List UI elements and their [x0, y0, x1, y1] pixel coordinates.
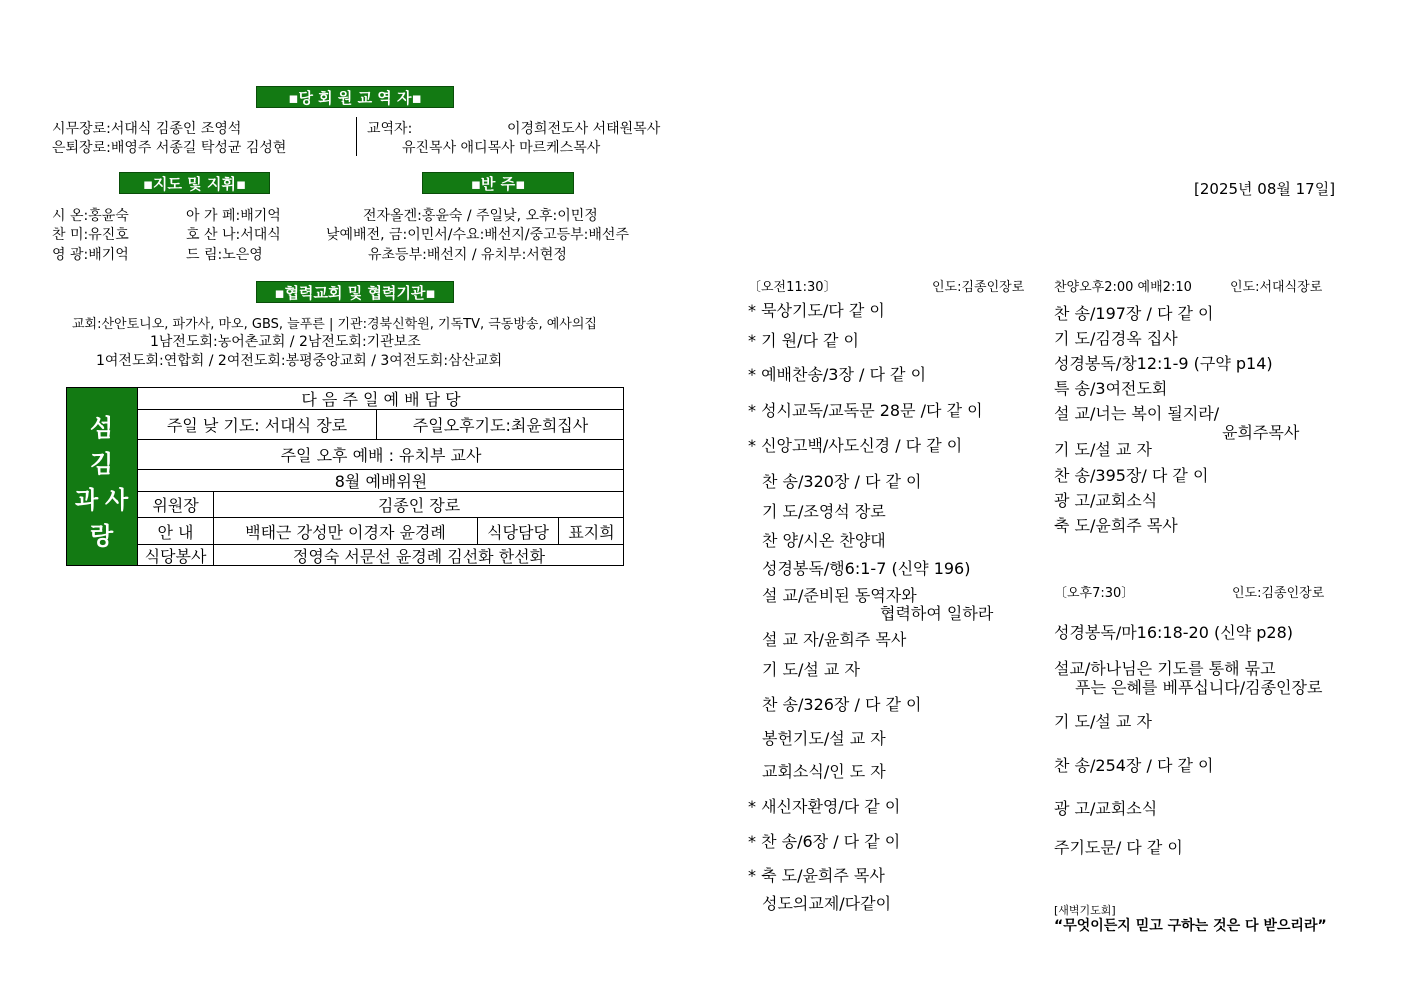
evening-leader: 인도:김종인장로	[1232, 586, 1325, 601]
prayer-pm: 주일오후기도:최윤희집사	[376, 409, 624, 439]
morning-item: * 신앙고백/사도신경 / 다 같 이	[748, 436, 963, 455]
elders-active: 시무장로:서대식 김종인 조영석	[52, 121, 242, 137]
choir-agape: 아 가 페:배기억	[186, 208, 281, 224]
ministers-names-2: 유진목사 애디목사 마르케스목사	[402, 140, 601, 156]
morning-item: 봉헌기도/설 교 자	[762, 729, 886, 748]
afternoon-time: 찬양오후2:00 예배2:10	[1054, 280, 1192, 295]
choir-chanmi: 찬 미:유진호	[52, 227, 129, 243]
ministers-label: 교역자:	[367, 121, 413, 137]
evening-item: 광 고/교회소식	[1054, 799, 1158, 818]
chair-label: 위원장	[137, 491, 213, 517]
officers-divider	[356, 117, 357, 156]
morning-item: 설 교/준비된 동역자와	[762, 586, 917, 605]
morning-item: 기 도/설 교 자	[762, 660, 860, 679]
afternoon-item: 기 도/김경옥 집사	[1054, 329, 1178, 348]
side-char: 랑	[90, 522, 114, 550]
kitchen-serve-label: 식당봉사	[137, 544, 213, 565]
partner-churches: 교회:산안토니오, 파가사, 마오, GBS, 늘푸른 | 기관:경북신학원, 기독TV, 극동방송, 예사의집	[72, 317, 597, 332]
evening-item: 주기도문/ 다 같 이	[1054, 838, 1183, 857]
accompanist-info: 낮예배전, 금:이민서/수요:배선지/중고등부:배선주	[326, 227, 629, 243]
afternoon-item: 기 도/설 교 자	[1054, 440, 1152, 459]
choir-zion: 시 온:홍윤숙	[52, 208, 129, 224]
morning-leader: 인도:김종인장로	[932, 280, 1025, 295]
bulletin-date: [2025년 08월 17일]	[1194, 180, 1336, 198]
morning-item: * 기 원/다 같 이	[748, 331, 860, 350]
morning-item: * 찬 송/6장 / 다 같 이	[748, 832, 901, 851]
afternoon-item: 찬 송/197장 / 다 같 이	[1054, 304, 1214, 323]
afternoon-item: 성경봉독/창12:1-9 (구약 p14)	[1054, 354, 1273, 373]
prayer-am: 주일 낮 기도: 서대식 장로	[137, 409, 376, 439]
morning-item: 찬 송/320장 / 다 같 이	[762, 472, 922, 491]
guide-label: 안 내	[137, 517, 213, 544]
afternoon-leader: 인도:서대식장로	[1230, 280, 1323, 295]
evening-time: 〔오후7:30〕	[1054, 586, 1135, 601]
banner-accompanists: ▪반 주▪	[422, 172, 574, 194]
morning-item: 협력하여 일하라	[880, 604, 994, 623]
guide-names: 백태근 강성만 이경자 윤경례	[213, 517, 477, 544]
side-char: 섬	[90, 414, 114, 442]
choir-hosanna: 호 산 나:서대식	[186, 227, 281, 243]
morning-item: * 새신자환영/다 같 이	[748, 797, 901, 816]
banner-leaders: ▪지도 및 지휘▪	[119, 172, 270, 194]
morning-item: 설 교 자/윤희주 목사	[762, 630, 907, 649]
dawn-quote: “무엇이든지 믿고 구하는 것은 다 받으리라”	[1054, 918, 1327, 934]
morning-item: 찬 송/326장 / 다 같 이	[762, 695, 922, 714]
side-char: 김	[90, 450, 114, 478]
morning-item: * 묵상기도/다 같 이	[748, 301, 885, 320]
kitchen-serve-names: 정영숙 서문선 윤경례 김선화 한선화	[213, 544, 624, 565]
banner-partners: ▪협력교회 및 협력기관▪	[256, 281, 454, 303]
evening-item: 성경봉독/마16:18-20 (신약 p28)	[1054, 623, 1293, 642]
evening-item: 찬 송/254장 / 다 같 이	[1054, 756, 1214, 775]
dawn-label: [새벽기도회]	[1054, 904, 1116, 917]
elders-retired: 은퇴장로:배영주 서종길 탁성균 김성현	[52, 140, 287, 156]
choir-dream: 드 림:노은영	[186, 247, 263, 263]
kitchen-name: 표지희	[558, 517, 624, 544]
banner-officers: ▪당 회 원 교 역 자▪	[256, 86, 454, 108]
evening-item: 설교/하나님은 기도를 통해 묶고	[1054, 659, 1276, 678]
morning-item: 성경봉독/행6:1-7 (신약 196)	[762, 559, 971, 578]
morning-item: 기 도/조영석 장로	[762, 502, 886, 521]
afternoon-item: 찬 송/395장/ 다 같 이	[1054, 466, 1209, 485]
children-accompanist: 유초등부:배선지 / 유치부:서현정	[368, 247, 567, 263]
morning-time: 〔오전11:30〕	[748, 280, 837, 295]
kitchen-label: 식당담당	[477, 517, 558, 544]
ministers-names-1: 이경희전도사 서태원목사	[507, 121, 661, 137]
chair-name: 김종인 장로	[213, 491, 624, 517]
choir-glory: 영 광:배기억	[52, 247, 129, 263]
schedule-title: 다 음 주 일 예 배 담 당	[137, 387, 624, 409]
evening-item: 푸는 은혜를 베푸십니다/김종인장로	[1075, 678, 1323, 697]
morning-item: 교회소식/인 도 자	[762, 762, 886, 781]
schedule-side-label	[67, 388, 137, 565]
afternoon-item: 설 교/너는 복이 될지라/	[1054, 404, 1220, 423]
side-char: 과	[75, 486, 99, 514]
morning-item: * 축 도/윤희주 목사	[748, 866, 885, 885]
evening-item: 기 도/설 교 자	[1054, 712, 1152, 731]
morning-item: * 성시교독/교독문 28문 /다 같 이	[748, 401, 983, 420]
next-week-schedule-table	[66, 387, 624, 566]
morning-item: 찬 양/시온 찬양대	[762, 531, 886, 550]
morning-item: * 예배찬송/3장 / 다 같 이	[748, 365, 927, 384]
men-mission: 1남전도회:농어촌교회 / 2남전도회:기관보조	[150, 334, 421, 350]
morning-item: 성도의교제/다같이	[762, 894, 892, 913]
committee-title: 8월 예배위원	[137, 469, 624, 491]
afternoon-item: 광 고/교회소식	[1054, 491, 1158, 510]
afternoon-item: 윤희주목사	[1222, 423, 1300, 442]
side-char: 사	[105, 486, 129, 514]
afternoon-item: 특 송/3여전도회	[1054, 379, 1168, 398]
afternoon-item: 축 도/윤희주 목사	[1054, 516, 1178, 535]
organ-info: 전자올겐:홍윤숙 / 주일낮, 오후:이민정	[363, 208, 598, 224]
pm-service: 주일 오후 예배 : 유치부 교사	[137, 439, 624, 469]
women-mission: 1여전도회:연합회 / 2여전도회:봉평중앙교회 / 3여전도회:삼산교회	[96, 353, 503, 369]
